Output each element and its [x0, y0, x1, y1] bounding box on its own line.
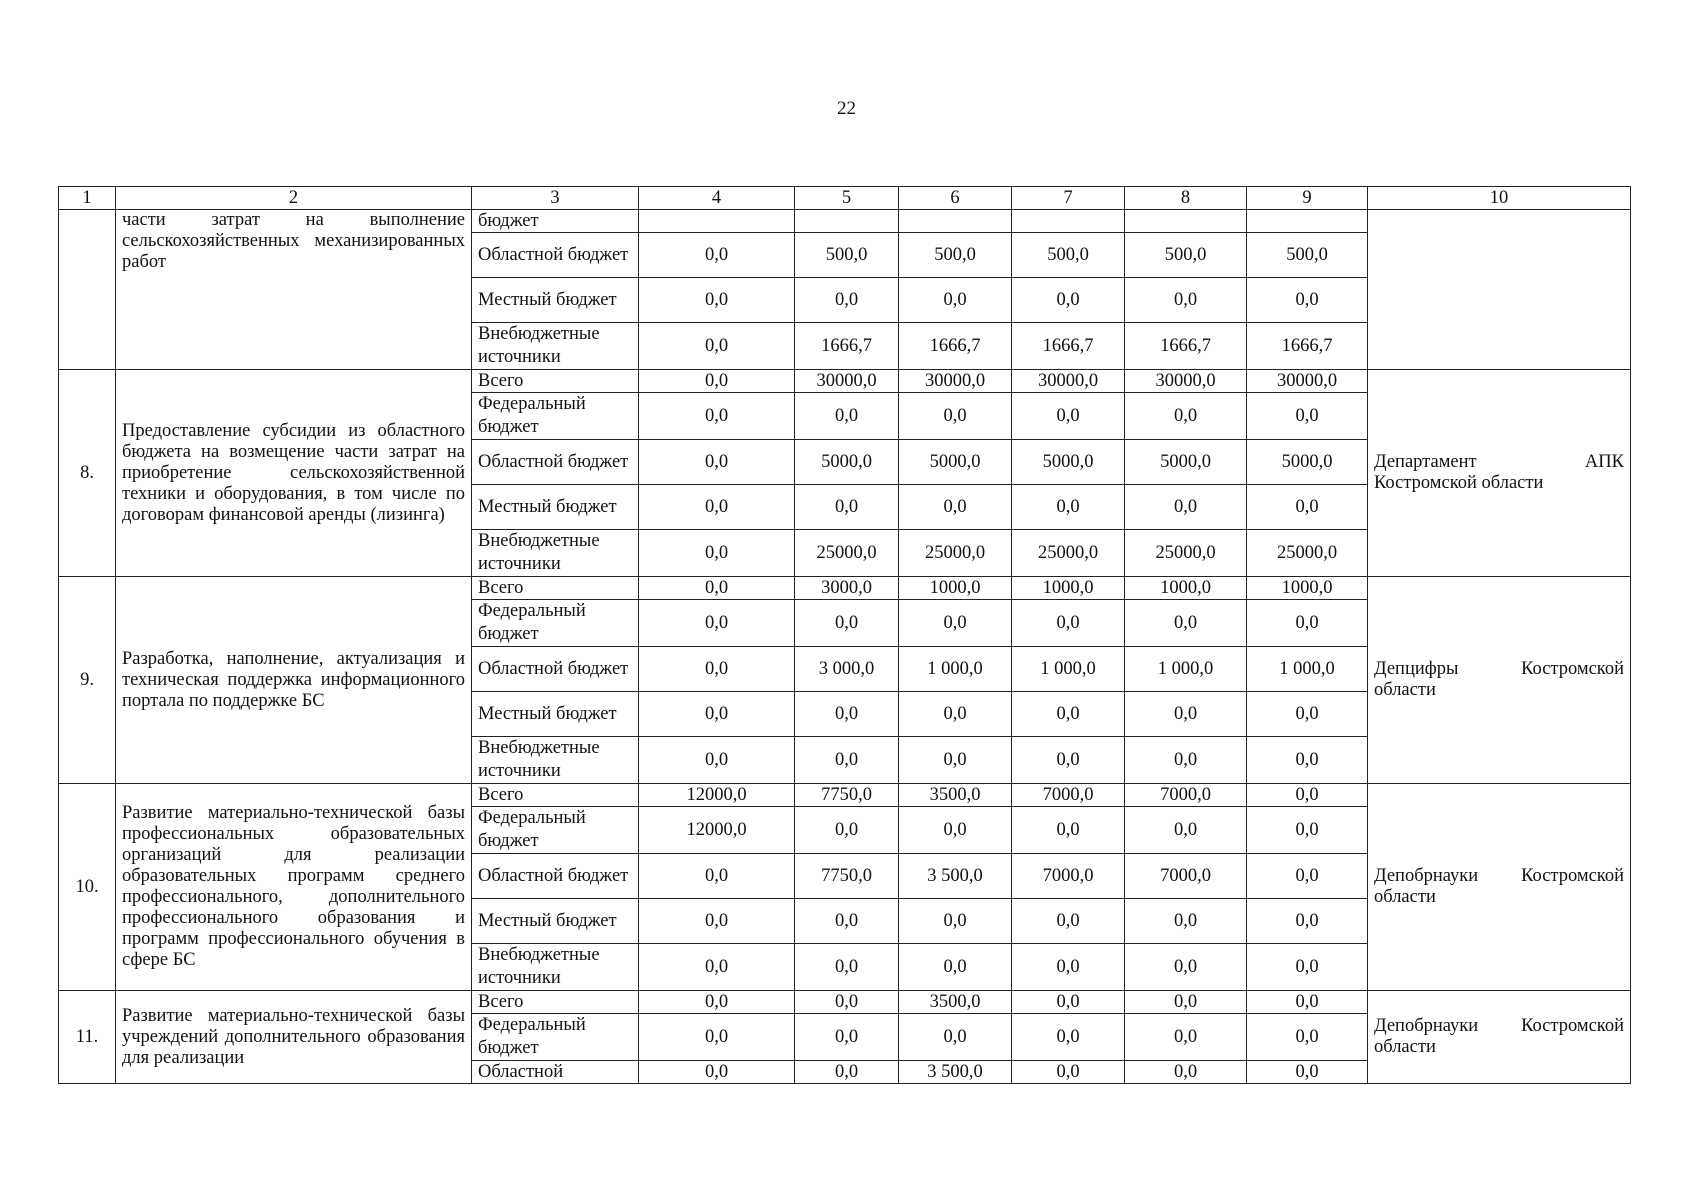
value-cell	[1125, 210, 1247, 233]
value-cell	[899, 210, 1012, 233]
item-number: 10.	[59, 784, 116, 991]
value-cell: 30000,0	[795, 370, 899, 393]
item-number: 11.	[59, 991, 116, 1084]
value-cell: 0,0	[1247, 854, 1368, 899]
value-cell: 3500,0	[899, 784, 1012, 807]
value-cell: 7000,0	[1125, 784, 1247, 807]
value-cell: 0,0	[899, 1014, 1012, 1061]
value-cell: 0,0	[1012, 600, 1125, 647]
funding-source: Всего	[472, 370, 639, 393]
value-cell: 0,0	[1012, 485, 1125, 530]
value-cell: 0,0	[1125, 807, 1247, 854]
value-cell: 0,0	[899, 278, 1012, 323]
value-cell: 0,0	[1125, 944, 1247, 991]
value-cell: 0,0	[1247, 1014, 1368, 1061]
value-cell	[639, 210, 795, 233]
table-row	[59, 991, 1631, 1014]
value-cell: 500,0	[899, 233, 1012, 278]
responsible-department: Депобрнауки Костромской области	[1368, 991, 1631, 1084]
value-cell: 0,0	[639, 692, 795, 737]
funding-source: Федеральный бюджет	[472, 807, 639, 854]
funding-source: бюджет	[472, 210, 639, 233]
value-cell: 25000,0	[1247, 530, 1368, 577]
value-cell: 1666,7	[1125, 323, 1247, 370]
value-cell: 25000,0	[795, 530, 899, 577]
value-cell: 0,0	[639, 991, 795, 1014]
value-cell: 0,0	[1247, 600, 1368, 647]
table-body	[59, 187, 1631, 1084]
funding-source: Местный бюджет	[472, 899, 639, 944]
value-cell: 0,0	[639, 647, 795, 692]
value-cell: 0,0	[899, 899, 1012, 944]
value-cell: 0,0	[795, 899, 899, 944]
value-cell: 5000,0	[1247, 440, 1368, 485]
value-cell: 0,0	[639, 1014, 795, 1061]
value-cell: 1666,7	[1012, 323, 1125, 370]
value-cell: 0,0	[1012, 991, 1125, 1014]
value-cell: 1000,0	[1247, 577, 1368, 600]
value-cell	[795, 210, 899, 233]
value-cell: 0,0	[1247, 393, 1368, 440]
value-cell: 0,0	[1012, 692, 1125, 737]
value-cell: 5000,0	[1125, 440, 1247, 485]
value-cell: 0,0	[795, 944, 899, 991]
funding-source: Всего	[472, 991, 639, 1014]
value-cell: 1666,7	[795, 323, 899, 370]
value-cell: 0,0	[795, 807, 899, 854]
value-cell: 0,0	[795, 1014, 899, 1061]
value-cell: 0,0	[795, 692, 899, 737]
table-row	[59, 210, 1631, 233]
value-cell: 500,0	[795, 233, 899, 278]
value-cell: 500,0	[1125, 233, 1247, 278]
value-cell: 0,0	[1125, 485, 1247, 530]
funding-source: Федеральный бюджет	[472, 600, 639, 647]
value-cell: 1 000,0	[1012, 647, 1125, 692]
value-cell: 0,0	[795, 485, 899, 530]
table-row	[59, 577, 1631, 600]
value-cell: 0,0	[1247, 485, 1368, 530]
header-cell: 7	[1012, 187, 1125, 210]
value-cell: 0,0	[639, 393, 795, 440]
funding-source: Внебюджетные источники	[472, 323, 639, 370]
table-row	[59, 370, 1631, 393]
value-cell: 7750,0	[795, 854, 899, 899]
value-cell: 0,0	[639, 737, 795, 784]
value-cell: 25000,0	[899, 530, 1012, 577]
item-description: Развитие материально-технической базы профессиональных образовательных организаций для реализации образовательных программ среднего профессионального, дополнительного профессионального образования и программ профессионального обучения в сфере БС	[116, 784, 472, 991]
value-cell: 25000,0	[1125, 530, 1247, 577]
item-number: 8.	[59, 370, 116, 577]
funding-source: Областной бюджет	[472, 440, 639, 485]
value-cell: 5000,0	[1012, 440, 1125, 485]
header-cell: 5	[795, 187, 899, 210]
value-cell: 0,0	[1012, 1014, 1125, 1061]
value-cell: 0,0	[899, 485, 1012, 530]
funding-source: Местный бюджет	[472, 692, 639, 737]
value-cell: 500,0	[1012, 233, 1125, 278]
header-cell: 2	[116, 187, 472, 210]
value-cell: 0,0	[1247, 1061, 1368, 1084]
value-cell: 0,0	[1247, 278, 1368, 323]
value-cell: 0,0	[795, 278, 899, 323]
funding-source: Федеральный бюджет	[472, 393, 639, 440]
value-cell: 0,0	[1125, 1014, 1247, 1061]
value-cell: 0,0	[795, 1061, 899, 1084]
value-cell: 3 500,0	[899, 1061, 1012, 1084]
value-cell: 3 500,0	[899, 854, 1012, 899]
header-cell: 4	[639, 187, 795, 210]
value-cell: 30000,0	[899, 370, 1012, 393]
value-cell: 0,0	[899, 807, 1012, 854]
value-cell: 0,0	[639, 854, 795, 899]
value-cell: 0,0	[639, 323, 795, 370]
value-cell: 0,0	[639, 233, 795, 278]
value-cell: 0,0	[639, 530, 795, 577]
value-cell: 0,0	[1012, 944, 1125, 991]
value-cell: 30000,0	[1012, 370, 1125, 393]
value-cell: 0,0	[899, 393, 1012, 440]
value-cell: 0,0	[639, 899, 795, 944]
value-cell: 0,0	[1247, 899, 1368, 944]
funding-source: Областной бюджет	[472, 854, 639, 899]
value-cell: 0,0	[1125, 737, 1247, 784]
funding-source: Местный бюджет	[472, 485, 639, 530]
responsible-cell	[1368, 210, 1631, 370]
value-cell: 30000,0	[1125, 370, 1247, 393]
value-cell: 0,0	[1012, 278, 1125, 323]
item-description: Разработка, наполнение, актуализация и техническая поддержка информационного портала по поддержке БС	[116, 577, 472, 784]
value-cell: 1666,7	[899, 323, 1012, 370]
value-cell: 12000,0	[639, 807, 795, 854]
value-cell: 7750,0	[795, 784, 899, 807]
funding-source: Внебюджетные источники	[472, 530, 639, 577]
value-cell: 0,0	[639, 944, 795, 991]
table-row	[59, 784, 1631, 807]
value-cell: 0,0	[1012, 807, 1125, 854]
value-cell: 0,0	[899, 737, 1012, 784]
value-cell: 0,0	[1247, 692, 1368, 737]
value-cell: 0,0	[1247, 944, 1368, 991]
value-cell: 25000,0	[1012, 530, 1125, 577]
header-cell: 1	[59, 187, 116, 210]
value-cell: 0,0	[1247, 784, 1368, 807]
value-cell: 0,0	[1125, 899, 1247, 944]
value-cell: 1000,0	[899, 577, 1012, 600]
value-cell: 0,0	[639, 278, 795, 323]
value-cell: 7000,0	[1012, 854, 1125, 899]
value-cell: 0,0	[639, 370, 795, 393]
value-cell: 0,0	[639, 485, 795, 530]
responsible-department: Депцифры Костромской области	[1368, 577, 1631, 784]
value-cell: 0,0	[1125, 278, 1247, 323]
header-cell: 8	[1125, 187, 1247, 210]
funding-source: Всего	[472, 577, 639, 600]
value-cell: 0,0	[1012, 393, 1125, 440]
value-cell: 0,0	[795, 991, 899, 1014]
value-cell: 0,0	[899, 692, 1012, 737]
value-cell: 0,0	[1012, 899, 1125, 944]
value-cell: 0,0	[795, 393, 899, 440]
header-cell: 6	[899, 187, 1012, 210]
value-cell: 0,0	[639, 440, 795, 485]
value-cell: 1 000,0	[1247, 647, 1368, 692]
value-cell: 3000,0	[795, 577, 899, 600]
value-cell: 0,0	[1125, 600, 1247, 647]
value-cell: 0,0	[1125, 991, 1247, 1014]
responsible-department: Департамент АПК Костромской области	[1368, 370, 1631, 577]
value-cell: 0,0	[1125, 1061, 1247, 1084]
value-cell: 5000,0	[899, 440, 1012, 485]
value-cell: 7000,0	[1125, 854, 1247, 899]
value-cell	[1247, 210, 1368, 233]
value-cell: 0,0	[639, 1061, 795, 1084]
value-cell: 0,0	[639, 577, 795, 600]
header-cell: 9	[1247, 187, 1368, 210]
item-description: Развитие материально-технической базы учреждений дополнительного образования для реализации	[116, 991, 472, 1084]
budget-table	[58, 186, 1631, 1084]
value-cell: 1 000,0	[1125, 647, 1247, 692]
value-cell: 0,0	[1247, 807, 1368, 854]
value-cell: 0,0	[1247, 737, 1368, 784]
funding-source: Областной	[472, 1061, 639, 1084]
value-cell: 0,0	[1012, 1061, 1125, 1084]
value-cell: 0,0	[899, 600, 1012, 647]
value-cell: 0,0	[899, 944, 1012, 991]
value-cell: 0,0	[795, 600, 899, 647]
row-number-cell	[59, 210, 116, 370]
item-description: части затрат на выполнение сельскохозяйственных механизированных работ	[116, 210, 472, 370]
value-cell: 1666,7	[1247, 323, 1368, 370]
funding-source: Внебюджетные источники	[472, 944, 639, 991]
header-row	[59, 187, 1631, 210]
funding-source: Областной бюджет	[472, 647, 639, 692]
value-cell: 0,0	[795, 737, 899, 784]
header-cell: 10	[1368, 187, 1631, 210]
value-cell: 12000,0	[639, 784, 795, 807]
value-cell: 0,0	[1012, 737, 1125, 784]
value-cell: 3 000,0	[795, 647, 899, 692]
value-cell	[1012, 210, 1125, 233]
funding-source: Внебюджетные источники	[472, 737, 639, 784]
value-cell: 7000,0	[1012, 784, 1125, 807]
value-cell: 0,0	[639, 600, 795, 647]
value-cell: 0,0	[1125, 692, 1247, 737]
funding-source: Всего	[472, 784, 639, 807]
value-cell: 1000,0	[1125, 577, 1247, 600]
item-description: Предоставление субсидии из областного бюджета на возмещение части затрат на приобретение сельскохозяйственной техники и оборудования, в том числе по договорам финансовой аренды (лизинга)	[116, 370, 472, 577]
value-cell: 0,0	[1247, 991, 1368, 1014]
value-cell: 0,0	[1125, 393, 1247, 440]
value-cell: 30000,0	[1247, 370, 1368, 393]
value-cell: 1 000,0	[899, 647, 1012, 692]
funding-source: Федеральный бюджет	[472, 1014, 639, 1061]
item-number: 9.	[59, 577, 116, 784]
value-cell: 500,0	[1247, 233, 1368, 278]
header-cell: 3	[472, 187, 639, 210]
funding-source: Местный бюджет	[472, 278, 639, 323]
funding-source: Областной бюджет	[472, 233, 639, 278]
value-cell: 3500,0	[899, 991, 1012, 1014]
value-cell: 5000,0	[795, 440, 899, 485]
responsible-department: Депобрнауки Костромской области	[1368, 784, 1631, 991]
page-number: 22	[837, 98, 856, 119]
value-cell: 1000,0	[1012, 577, 1125, 600]
